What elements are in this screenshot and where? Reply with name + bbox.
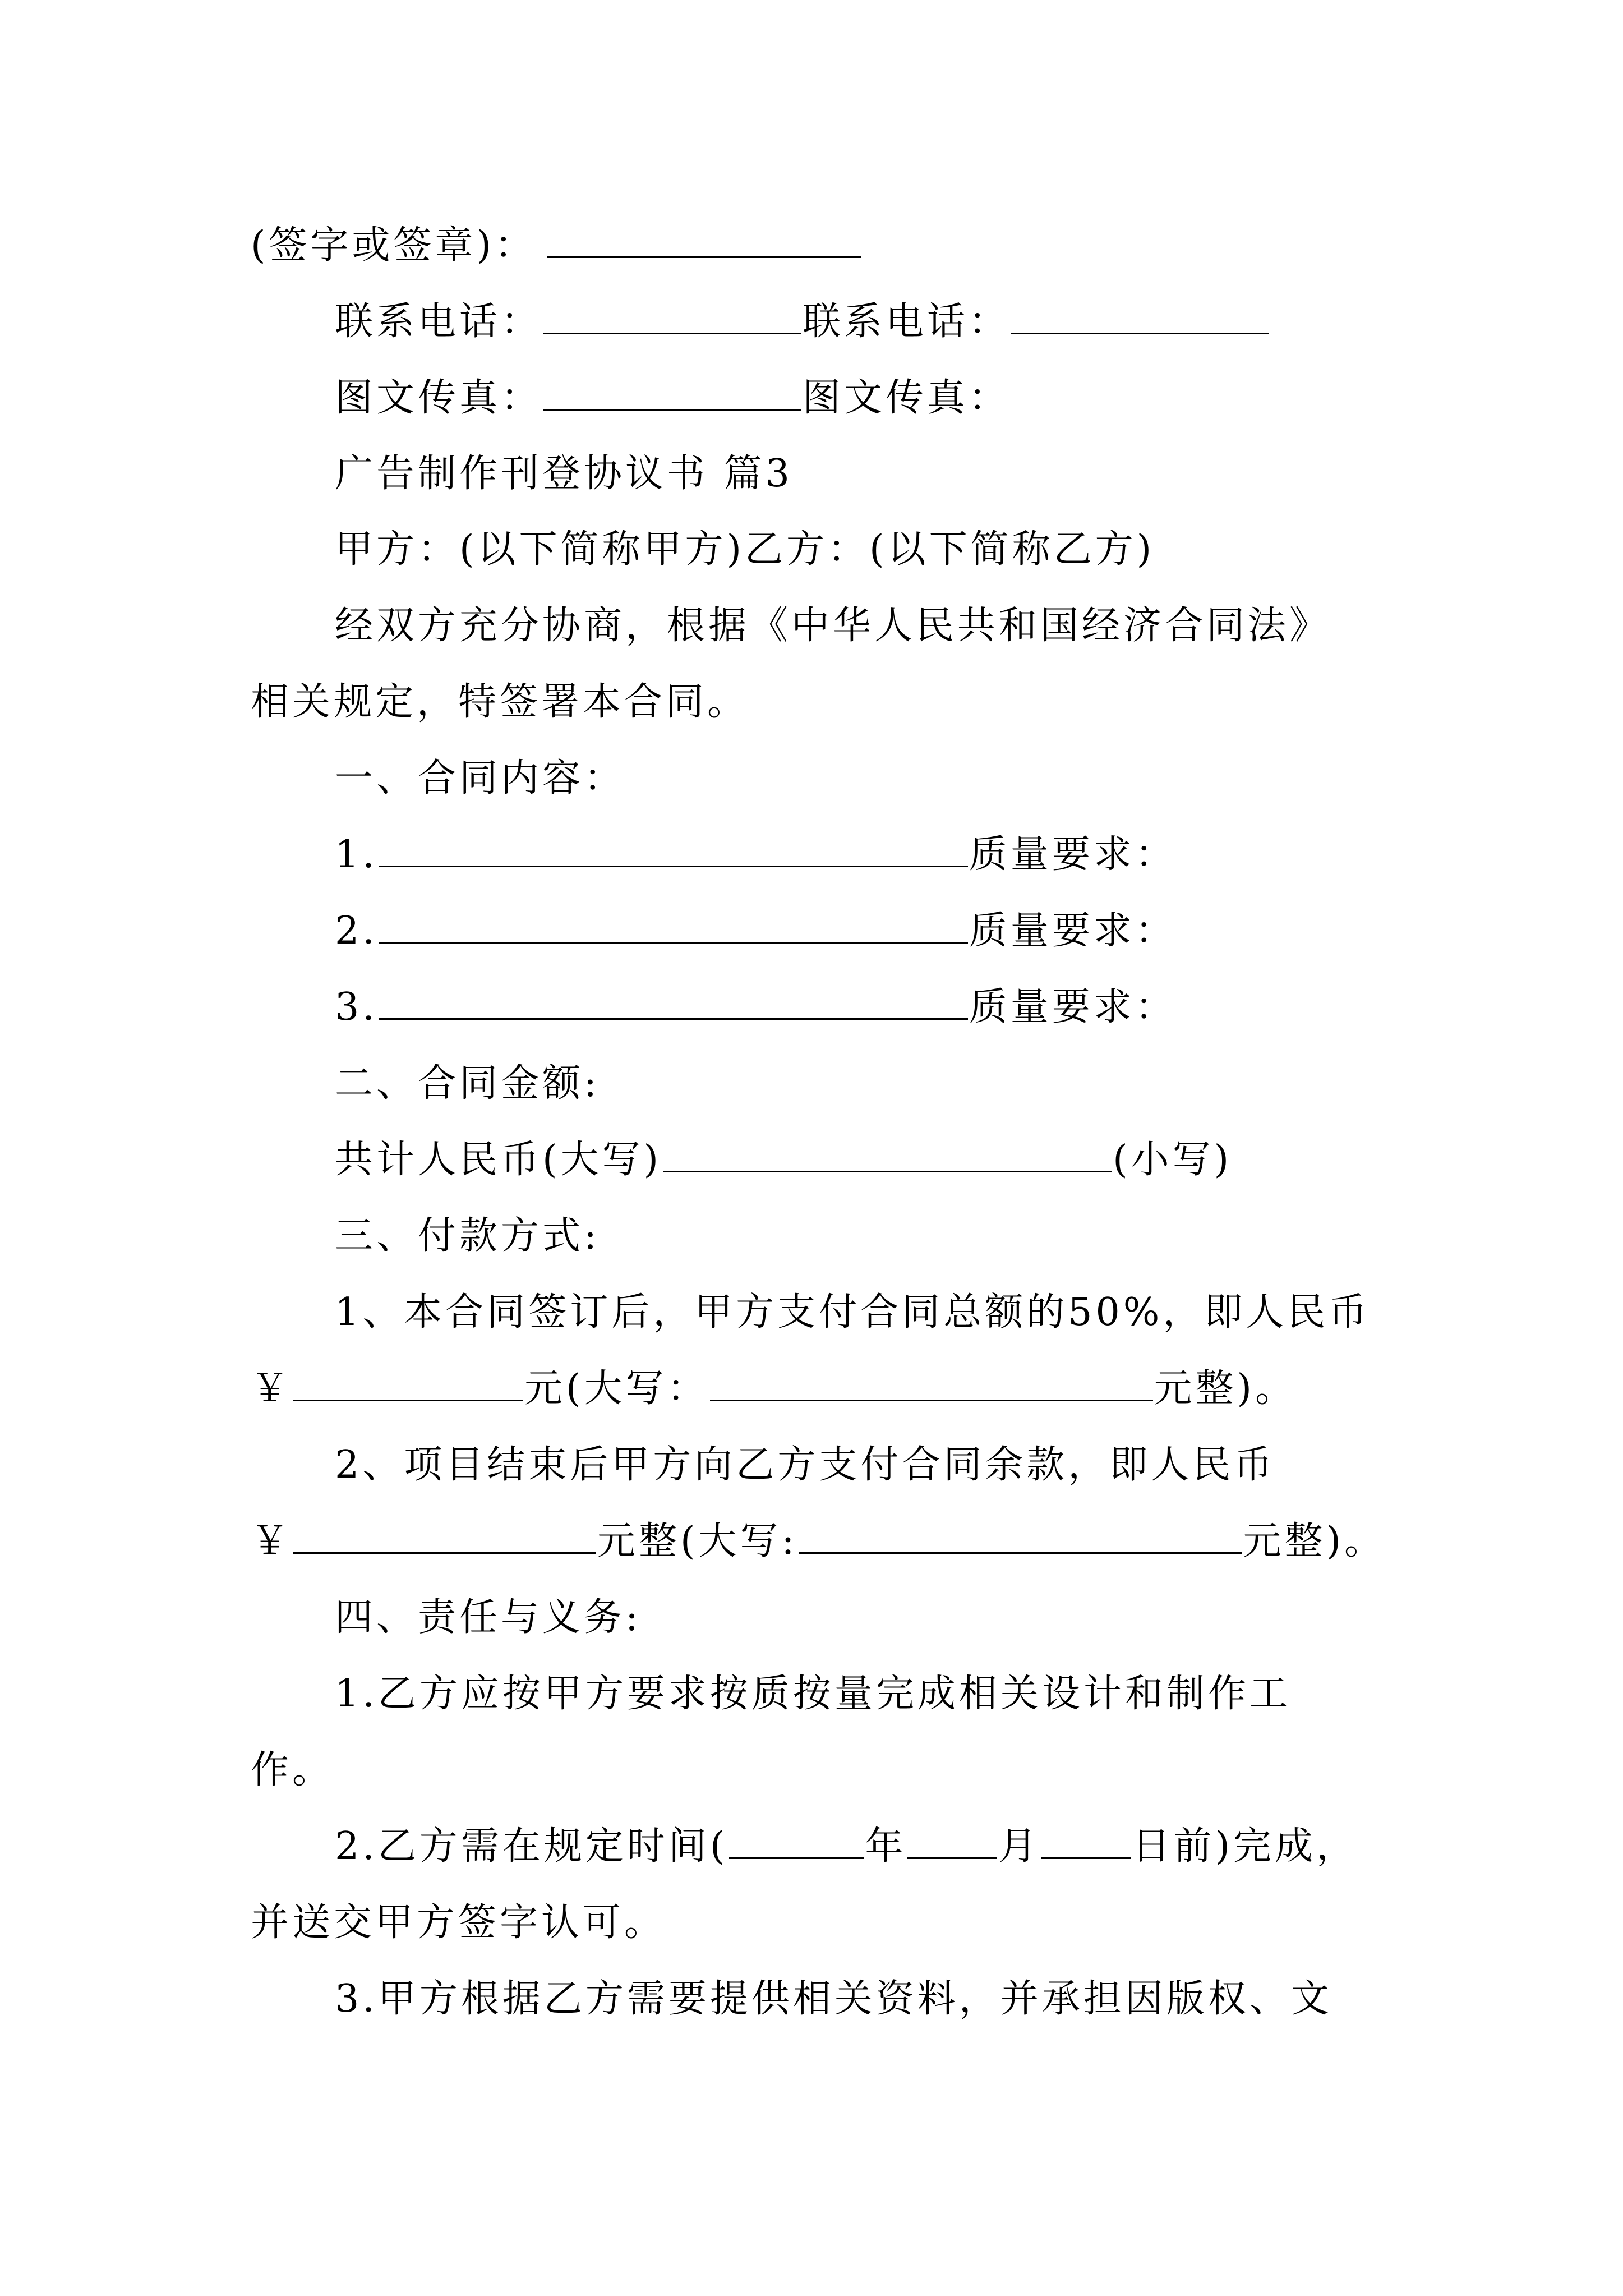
preamble-text-2: 相关规定，特签署本合同。 <box>251 680 749 724</box>
total-lowercase-label: (小写) <box>1113 1138 1233 1182</box>
phone-label-a: 联系电话： <box>335 300 543 344</box>
fax-blank-a[interactable] <box>543 378 801 411</box>
duty-1-text: 1.乙方应按甲方要求按质按量完成相关设计和制作工 <box>335 1672 1291 1716</box>
quality-label-3: 质量要求： <box>969 985 1177 1029</box>
payment-1-uppercase-blank[interactable] <box>710 1368 1153 1401</box>
quality-label-1: 质量要求： <box>969 832 1177 877</box>
item-blank-3[interactable] <box>379 987 968 1020</box>
deadline-day-label: 日前)完成， <box>1132 1824 1358 1869</box>
deadline-year-blank[interactable] <box>729 1826 864 1859</box>
duty-1-line-1 <box>335 1672 1291 1717</box>
payment-1-uppercase-label: 元(大写： <box>524 1366 709 1411</box>
payment-2-text: 2、项目结束后甲方向乙方支付合同余款，即人民币 <box>335 1443 1276 1487</box>
total-amount-line <box>335 1138 1232 1182</box>
duty-3-line-1 <box>335 1977 1332 2022</box>
preamble-line-2 <box>251 680 749 725</box>
duty-3-text: 3.甲方根据乙方需要提供相关资料，并承担因版权、文 <box>335 1977 1332 2021</box>
duty-1-line-2 <box>251 1748 334 1793</box>
duty-2-line-2 <box>251 1901 666 1945</box>
payment-1-text: 1、本合同签订后，甲方支付合同总额的50%，即人民币 <box>335 1290 1371 1335</box>
section-title-text: 广告制作刊登协议书 篇3 <box>335 452 793 496</box>
payment-2-line-2 <box>251 1519 1386 1564</box>
heading-payment <box>335 1214 600 1259</box>
duty-1-text-cont: 作。 <box>251 1748 334 1792</box>
phone-line <box>335 300 1270 344</box>
deadline-label: 2.乙方需在规定时间( <box>335 1824 728 1869</box>
heading-contract-amount <box>335 1061 600 1106</box>
parties-text: 甲方：(以下简称甲方)乙方：(以下简称乙方) <box>335 527 1155 572</box>
deadline-year-label: 年 <box>865 1824 907 1869</box>
preamble-text-1: 经双方充分协商，根据《中华人民共和国经济合同法》 <box>335 604 1331 648</box>
signature-line <box>251 223 863 268</box>
item-blank-2[interactable] <box>379 910 968 944</box>
parties-line <box>335 527 1155 572</box>
item-line-3 <box>335 985 1177 1030</box>
preamble-line-1 <box>335 604 1331 648</box>
item-blank-1[interactable] <box>379 834 968 867</box>
heading-contract-content-text: 一、合同内容： <box>335 756 626 800</box>
signature-blank[interactable] <box>547 225 861 258</box>
section-title <box>335 452 793 496</box>
payment-2-amount-blank[interactable] <box>293 1521 596 1554</box>
payment-2-line-1 <box>335 1443 1275 1488</box>
fax-label-b: 图文传真： <box>803 376 1011 420</box>
phone-blank-b[interactable] <box>1011 301 1269 334</box>
heading-responsibilities <box>335 1595 642 1640</box>
payment-2-suffix: 元整)。 <box>1243 1519 1386 1563</box>
payment-2-currency: ￥ <box>251 1519 293 1563</box>
heading-responsibilities-text: 四、责任与义务: <box>335 1595 642 1640</box>
deadline-month-blank[interactable] <box>907 1826 997 1859</box>
heading-contract-content <box>335 756 625 801</box>
total-amount-blank[interactable] <box>663 1139 1112 1172</box>
payment-1-amount-blank[interactable] <box>293 1368 523 1401</box>
item-line-1 <box>335 832 1177 877</box>
fax-label-a: 图文传真： <box>335 376 543 420</box>
quality-label-2: 质量要求： <box>969 909 1177 953</box>
item-number-2: 2. <box>335 909 378 953</box>
payment-2-uppercase-blank[interactable] <box>799 1521 1242 1554</box>
item-line-2 <box>335 909 1177 954</box>
fax-line <box>335 376 1010 421</box>
duty-2-line-1 <box>335 1824 1358 1869</box>
payment-1-currency: ￥ <box>251 1366 293 1411</box>
item-number-1: 1. <box>335 832 378 877</box>
phone-label-b: 联系电话： <box>803 300 1011 344</box>
heading-payment-text: 三、付款方式: <box>335 1214 600 1258</box>
item-number-3: 3. <box>335 985 378 1029</box>
duty-2-text-cont: 并送交甲方签字认可。 <box>251 1901 666 1945</box>
payment-1-line-2 <box>251 1366 1297 1411</box>
deadline-month-label: 月 <box>998 1824 1040 1869</box>
phone-blank-a[interactable] <box>543 301 801 334</box>
signature-label: (签字或签章)： <box>251 223 537 268</box>
payment-2-uppercase-label: 元整(大写: <box>597 1519 798 1563</box>
deadline-day-blank[interactable] <box>1041 1826 1131 1859</box>
heading-contract-amount-text: 二、合同金额: <box>335 1061 600 1106</box>
payment-1-line-1 <box>335 1290 1370 1335</box>
total-uppercase-label: 共计人民币(大写) <box>335 1138 662 1182</box>
payment-1-suffix: 元整)。 <box>1154 1366 1297 1411</box>
